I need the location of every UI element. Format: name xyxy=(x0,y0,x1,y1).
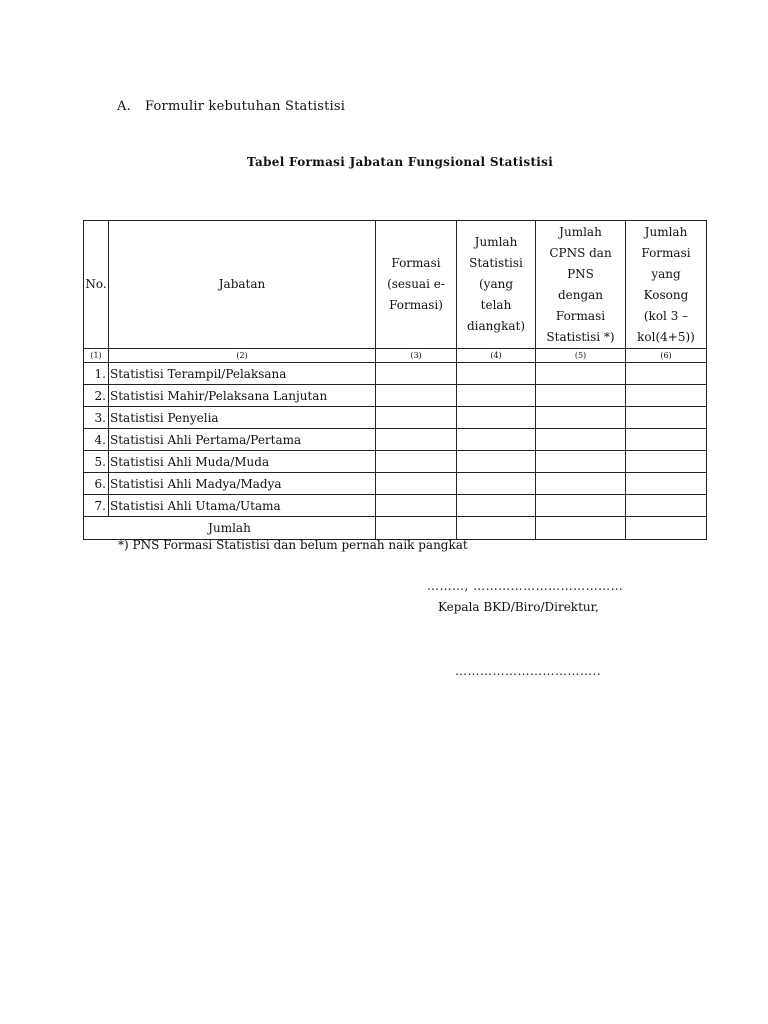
empty-cell[interactable] xyxy=(626,495,707,517)
row-jabatan: Statistisi Ahli Madya/Madya xyxy=(109,473,376,495)
empty-cell[interactable] xyxy=(536,451,626,473)
row-jabatan: Statistisi Terampil/Pelaksana xyxy=(109,363,376,385)
empty-cell[interactable] xyxy=(626,385,707,407)
table-row xyxy=(84,407,707,429)
header-line: (sesuai e- xyxy=(387,277,445,291)
section-heading xyxy=(117,99,345,114)
row-jabatan: Statistisi Ahli Utama/Utama xyxy=(109,495,376,517)
row-number: 6. xyxy=(84,473,109,495)
row-number: 7. xyxy=(84,495,109,517)
header-formasi xyxy=(376,221,457,349)
row-jabatan: Statistisi Penyelia xyxy=(109,407,376,429)
empty-cell[interactable] xyxy=(457,385,536,407)
empty-cell[interactable] xyxy=(376,363,457,385)
header-line: Formasi xyxy=(555,308,606,323)
column-number: (1) xyxy=(84,349,109,363)
empty-cell[interactable] xyxy=(376,451,457,473)
empty-cell[interactable] xyxy=(536,407,626,429)
row-number: 4. xyxy=(84,429,109,451)
empty-cell[interactable] xyxy=(536,429,626,451)
empty-cell[interactable] xyxy=(536,495,626,517)
empty-cell[interactable] xyxy=(376,517,457,540)
column-number-row xyxy=(84,349,707,363)
row-number: 3. xyxy=(84,407,109,429)
table-row xyxy=(84,451,707,473)
table-header-row xyxy=(84,221,707,349)
header-line: dengan xyxy=(557,287,604,302)
row-number: 1. xyxy=(84,363,109,385)
table-title: Tabel Formasi Jabatan Fungsional Statistisi xyxy=(246,155,554,169)
empty-cell[interactable] xyxy=(626,407,707,429)
empty-cell[interactable] xyxy=(536,517,626,540)
table-row xyxy=(84,495,707,517)
empty-cell[interactable] xyxy=(457,363,536,385)
empty-cell[interactable] xyxy=(626,517,707,540)
total-label: Jumlah xyxy=(84,517,376,540)
header-line: (kol 3 – xyxy=(643,308,689,323)
column-number: (3) xyxy=(376,349,457,363)
header-line: Kosong xyxy=(643,287,689,302)
empty-cell[interactable] xyxy=(457,407,536,429)
signature-name: …………………………….. xyxy=(455,664,602,678)
empty-cell[interactable] xyxy=(376,495,457,517)
row-jabatan: Statistisi Mahir/Pelaksana Lanjutan xyxy=(109,385,376,407)
empty-cell[interactable] xyxy=(626,429,707,451)
header-line: Formasi xyxy=(641,245,691,260)
empty-cell[interactable] xyxy=(457,451,536,473)
header-line: (yang xyxy=(478,277,514,291)
header-line: Statistisi *) xyxy=(546,329,615,344)
empty-cell[interactable] xyxy=(536,473,626,495)
empty-cell[interactable] xyxy=(457,517,536,540)
empty-cell[interactable] xyxy=(536,385,626,407)
empty-cell[interactable] xyxy=(626,451,707,473)
section-number: A. xyxy=(117,99,131,114)
header-line: kol(4+5)) xyxy=(637,329,695,344)
table-row xyxy=(84,385,707,407)
empty-cell[interactable] xyxy=(626,363,707,385)
empty-cell[interactable] xyxy=(376,473,457,495)
table-row xyxy=(84,473,707,495)
header-line: yang xyxy=(651,266,681,281)
empty-cell[interactable] xyxy=(536,363,626,385)
header-line: Formasi xyxy=(391,256,441,270)
column-number: (2) xyxy=(109,349,376,363)
row-jabatan: Statistisi Ahli Muda/Muda xyxy=(109,451,376,473)
column-number: (5) xyxy=(536,349,626,363)
header-line: Formasi) xyxy=(389,298,443,312)
table-row xyxy=(84,429,707,451)
header-jumlah-cpns-pns xyxy=(536,221,626,349)
header-line: diangkat) xyxy=(466,319,525,333)
empty-cell[interactable] xyxy=(457,495,536,517)
header-line: Jabatan xyxy=(218,277,266,291)
empty-cell[interactable] xyxy=(626,473,707,495)
header-line: CPNS dan xyxy=(549,245,612,260)
header-line: No. xyxy=(85,277,107,291)
signature-title: Kepala BKD/Biro/Direktur, xyxy=(438,600,599,614)
header-line: Jumlah xyxy=(644,224,688,239)
column-number: (6) xyxy=(626,349,707,363)
empty-cell[interactable] xyxy=(457,473,536,495)
header-line: telah xyxy=(480,298,512,312)
row-number: 2. xyxy=(84,385,109,407)
row-jabatan: Statistisi Ahli Pertama/Pertama xyxy=(109,429,376,451)
signature-place-date: ………, ……………………………… xyxy=(427,579,624,593)
empty-cell[interactable] xyxy=(376,385,457,407)
row-number: 5. xyxy=(84,451,109,473)
empty-cell[interactable] xyxy=(376,429,457,451)
header-jabatan xyxy=(109,221,376,349)
header-line: Statistisi xyxy=(469,256,523,270)
section-title: Formulir kebutuhan Statistisi xyxy=(145,99,346,114)
total-row xyxy=(84,517,707,540)
header-line: Jumlah xyxy=(474,235,518,249)
empty-cell[interactable] xyxy=(376,407,457,429)
header-line: PNS xyxy=(567,266,594,281)
formasi-table xyxy=(83,220,707,540)
empty-cell[interactable] xyxy=(457,429,536,451)
header-no xyxy=(84,221,109,349)
column-number: (4) xyxy=(457,349,536,363)
table-row xyxy=(84,363,707,385)
footnote: *) PNS Formasi Statistisi dan belum pernah naik pangkat xyxy=(118,538,468,552)
header-jumlah-statistisi xyxy=(457,221,536,349)
header-jumlah-formasi-kosong xyxy=(626,221,707,349)
header-line: Jumlah xyxy=(559,224,602,239)
